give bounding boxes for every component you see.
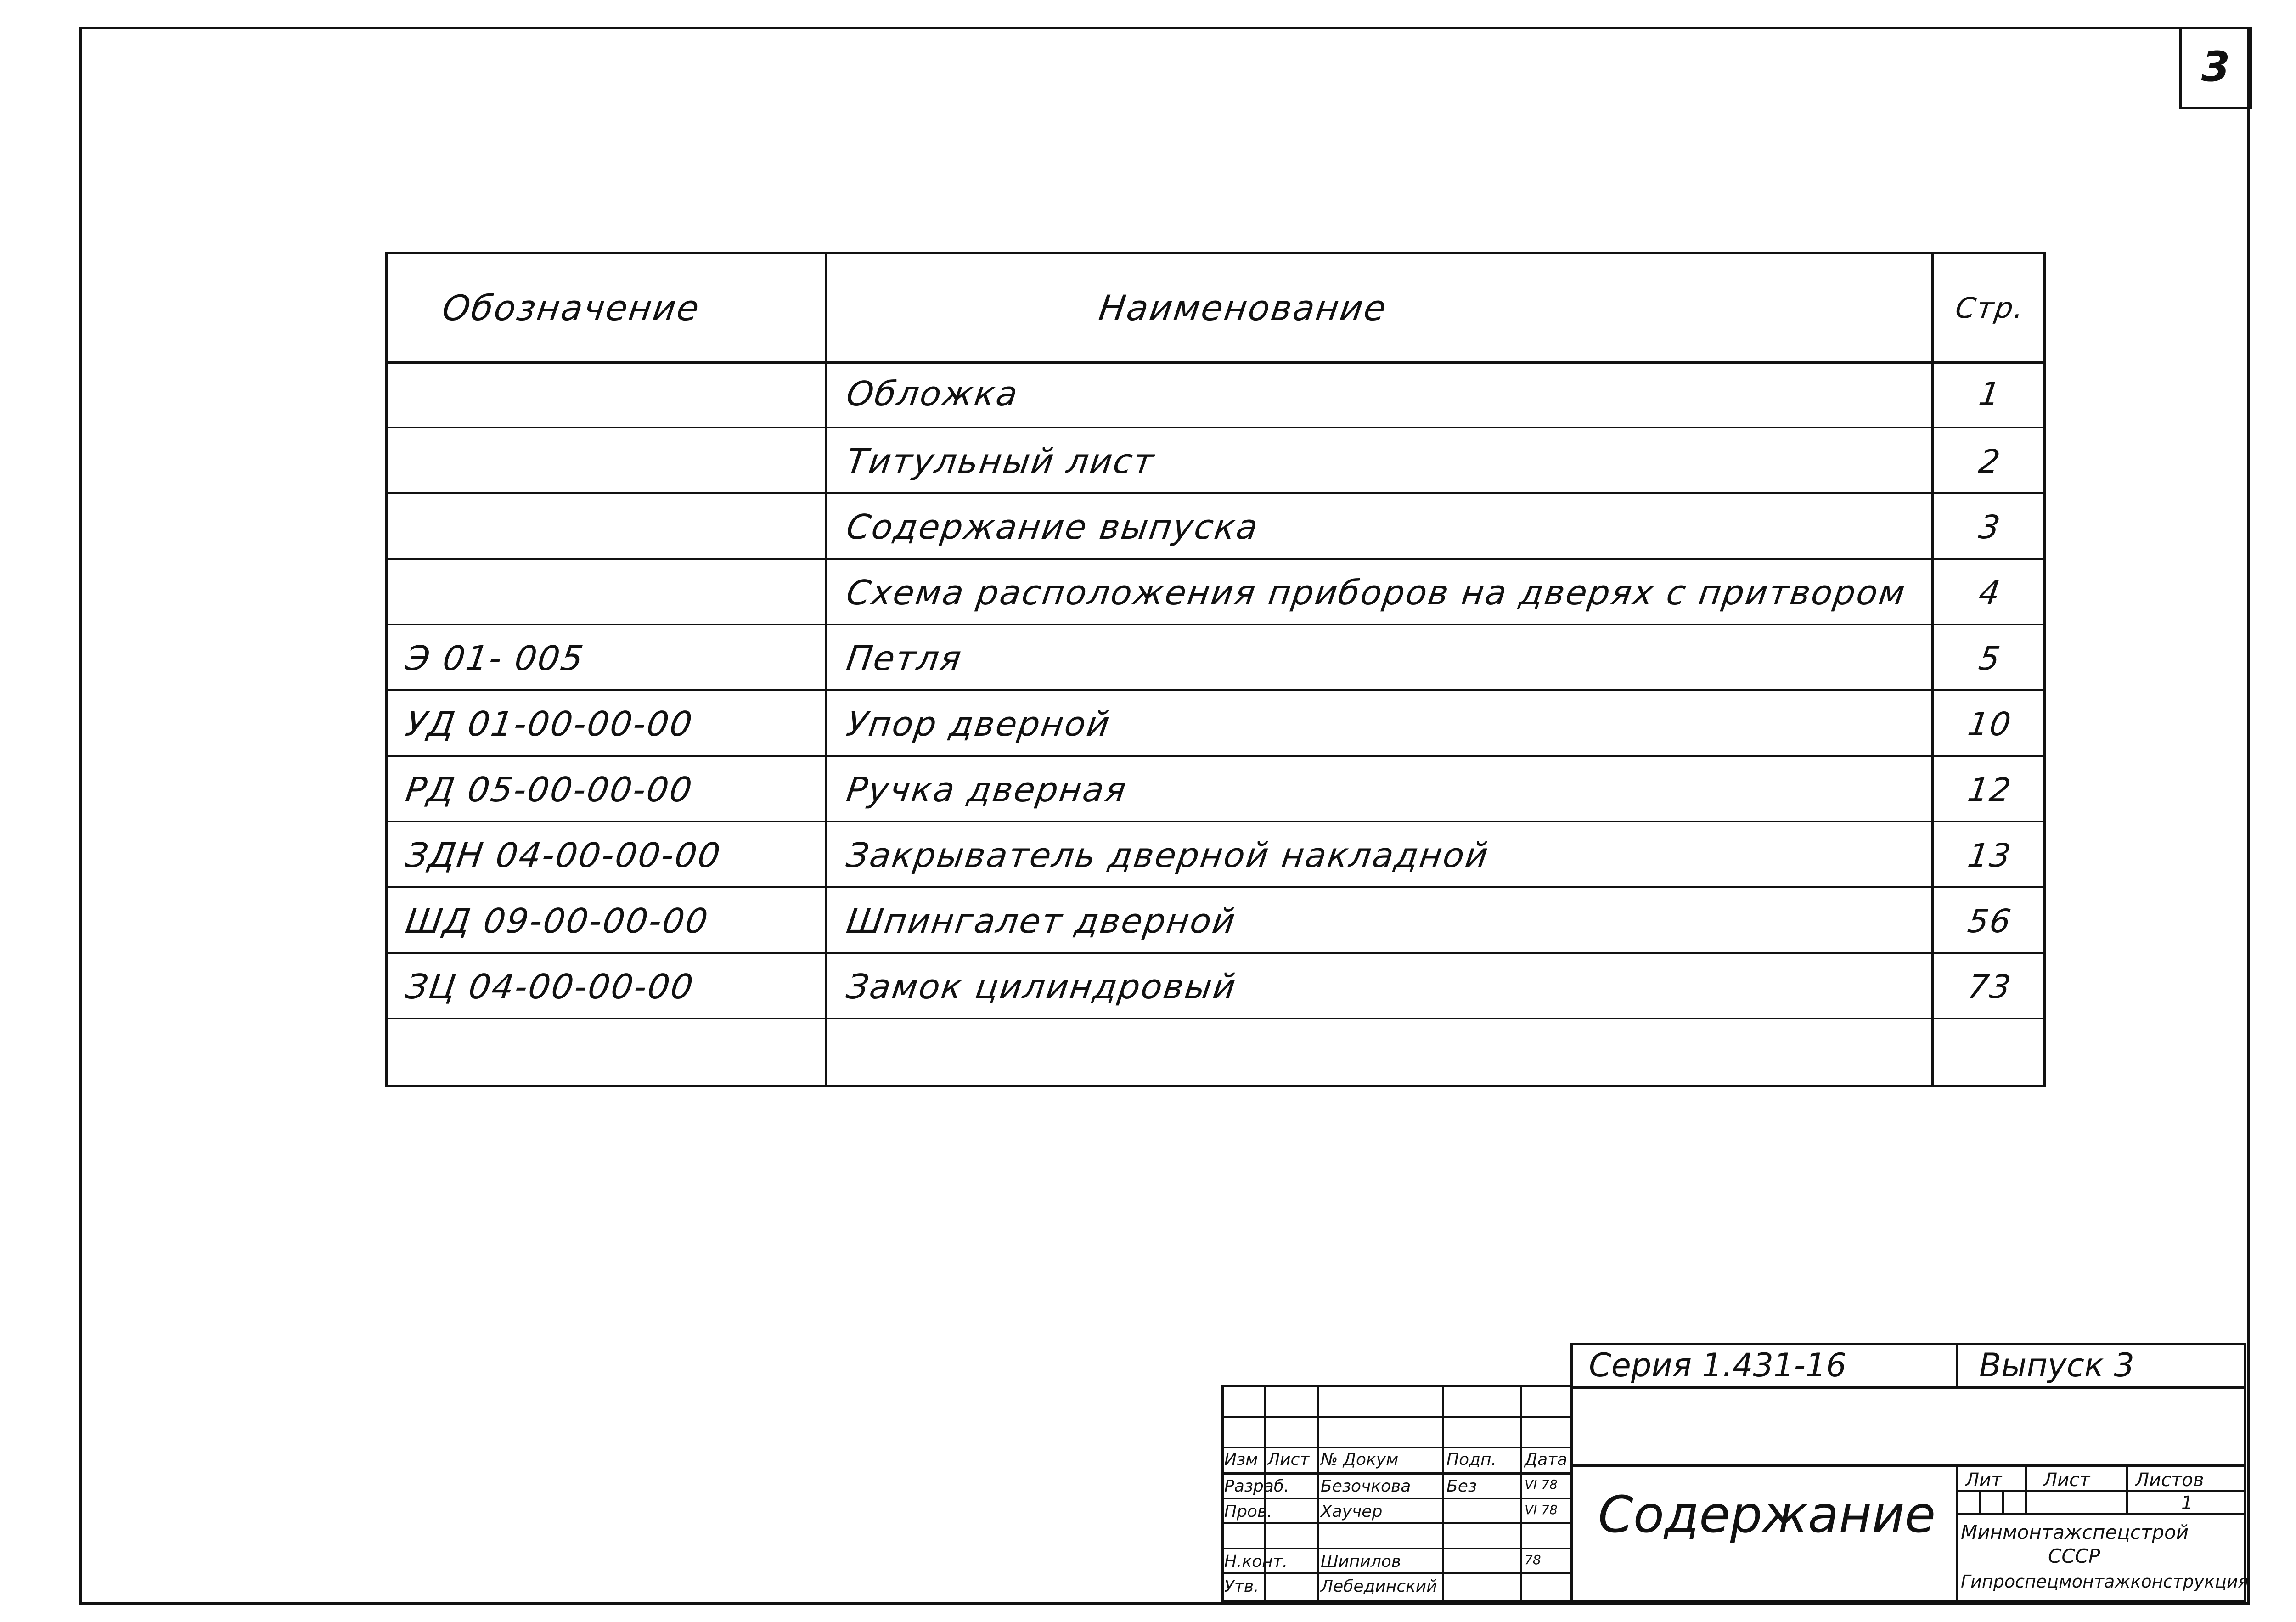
row-page: 5 — [1976, 639, 2004, 677]
col-date: Дата — [1525, 1450, 1568, 1469]
row-page: 10 — [1965, 705, 2015, 743]
issue-label: Выпуск 3 — [1979, 1346, 2135, 1384]
row-page: 73 — [1965, 968, 2015, 1006]
row-designation: ЗДН 04-00-00-00 — [403, 835, 724, 875]
row-page — [1934, 1019, 2046, 1085]
series-label: Серия 1.431-16 — [1589, 1346, 1846, 1384]
sig-sign: Без — [1446, 1477, 1477, 1496]
page-number: 3 — [2201, 42, 2230, 91]
sheet-label: Лист — [2043, 1470, 2090, 1491]
row-designation: Э 01- 005 — [403, 638, 587, 678]
row-designation — [406, 361, 819, 427]
table-row — [388, 624, 2043, 691]
sig-role: Разраб. — [1224, 1477, 1289, 1496]
sheets-value: 1 — [2181, 1492, 2193, 1514]
col-sign: Подп. — [1446, 1450, 1497, 1469]
col-izm: Изм — [1224, 1450, 1258, 1469]
col-list: Лист — [1267, 1450, 1310, 1469]
sig-role: Утв. — [1224, 1577, 1259, 1596]
page-number-box — [2179, 27, 2252, 109]
sig-name: Шипилов — [1321, 1552, 1401, 1571]
sig-date: VI 78 — [1525, 1477, 1558, 1492]
table-header — [388, 254, 2043, 364]
row-designation: ШД 09-00-00-00 — [403, 901, 712, 941]
row-page: 2 — [1976, 442, 2004, 480]
row-designation: РД 05-00-00-00 — [403, 770, 696, 810]
sig-role: Н.конт. — [1224, 1552, 1288, 1571]
org-line3: Гипроспецмонтажконструкция — [1961, 1571, 2249, 1592]
row-page: 1 — [1976, 375, 2004, 413]
sheets-label: Листов — [2135, 1470, 2204, 1491]
lit-label: Лит — [1965, 1470, 2002, 1491]
row-page: 4 — [1976, 574, 2004, 612]
row-name: Шпингалет дверной — [844, 901, 1239, 941]
row-designation: УД 01-00-00-00 — [403, 704, 696, 744]
sig-name: Безочкова — [1321, 1477, 1411, 1496]
row-page: 12 — [1965, 771, 2015, 809]
table-row — [388, 689, 2043, 757]
title-block — [1221, 1343, 2249, 1603]
table-row — [388, 755, 2043, 822]
row-designation — [406, 560, 819, 625]
org-line2: СССР — [2048, 1545, 2100, 1567]
sig-name: Хаучер — [1321, 1502, 1383, 1521]
row-name: Обложка — [844, 374, 1022, 414]
col-doc-no: № Докум — [1321, 1450, 1399, 1469]
table-row — [388, 558, 2043, 625]
row-name: Петля — [844, 638, 965, 678]
table-row — [388, 492, 2043, 560]
header-page: Стр. — [1953, 291, 2027, 325]
table-row — [388, 886, 2043, 954]
row-designation — [406, 428, 819, 494]
table-row — [388, 952, 2043, 1019]
doc-title: Содержание — [1598, 1485, 1936, 1544]
sig-date: 78 — [1525, 1552, 1541, 1567]
row-name: Ручка дверная — [844, 770, 1130, 810]
row-name: Схема расположения приборов на дверях с притвором — [844, 573, 1909, 613]
table-row — [388, 361, 2043, 427]
row-name: Упор дверной — [844, 704, 1114, 744]
table-row — [388, 821, 2043, 888]
header-name: Наименование — [1096, 287, 1390, 328]
org-line1: Минмонтажспецстрой — [1961, 1521, 2189, 1543]
row-name: Титульный лист — [844, 441, 1158, 481]
table-row — [388, 427, 2043, 494]
row-page: 13 — [1965, 836, 2015, 874]
row-page: 56 — [1965, 902, 2015, 940]
row-designation — [406, 494, 819, 560]
table-row — [388, 1018, 2043, 1085]
row-designation: ЗЦ 04-00-00-00 — [403, 967, 697, 1007]
header-designation: Обозначение — [439, 287, 703, 328]
row-name — [847, 1019, 1926, 1085]
sig-name: Лебединский — [1321, 1577, 1437, 1596]
contents-table — [385, 252, 2046, 1087]
sig-role: Пров. — [1224, 1502, 1272, 1521]
row-name: Содержание выпуска — [844, 507, 1262, 547]
sig-date: VI 78 — [1525, 1502, 1558, 1517]
row-name: Закрыватель дверной накладной — [844, 835, 1492, 875]
row-name: Замок цилиндровый — [844, 967, 1239, 1007]
row-designation — [406, 1019, 819, 1085]
series-divider — [1956, 1343, 1958, 1389]
row-page: 3 — [1976, 508, 2004, 546]
